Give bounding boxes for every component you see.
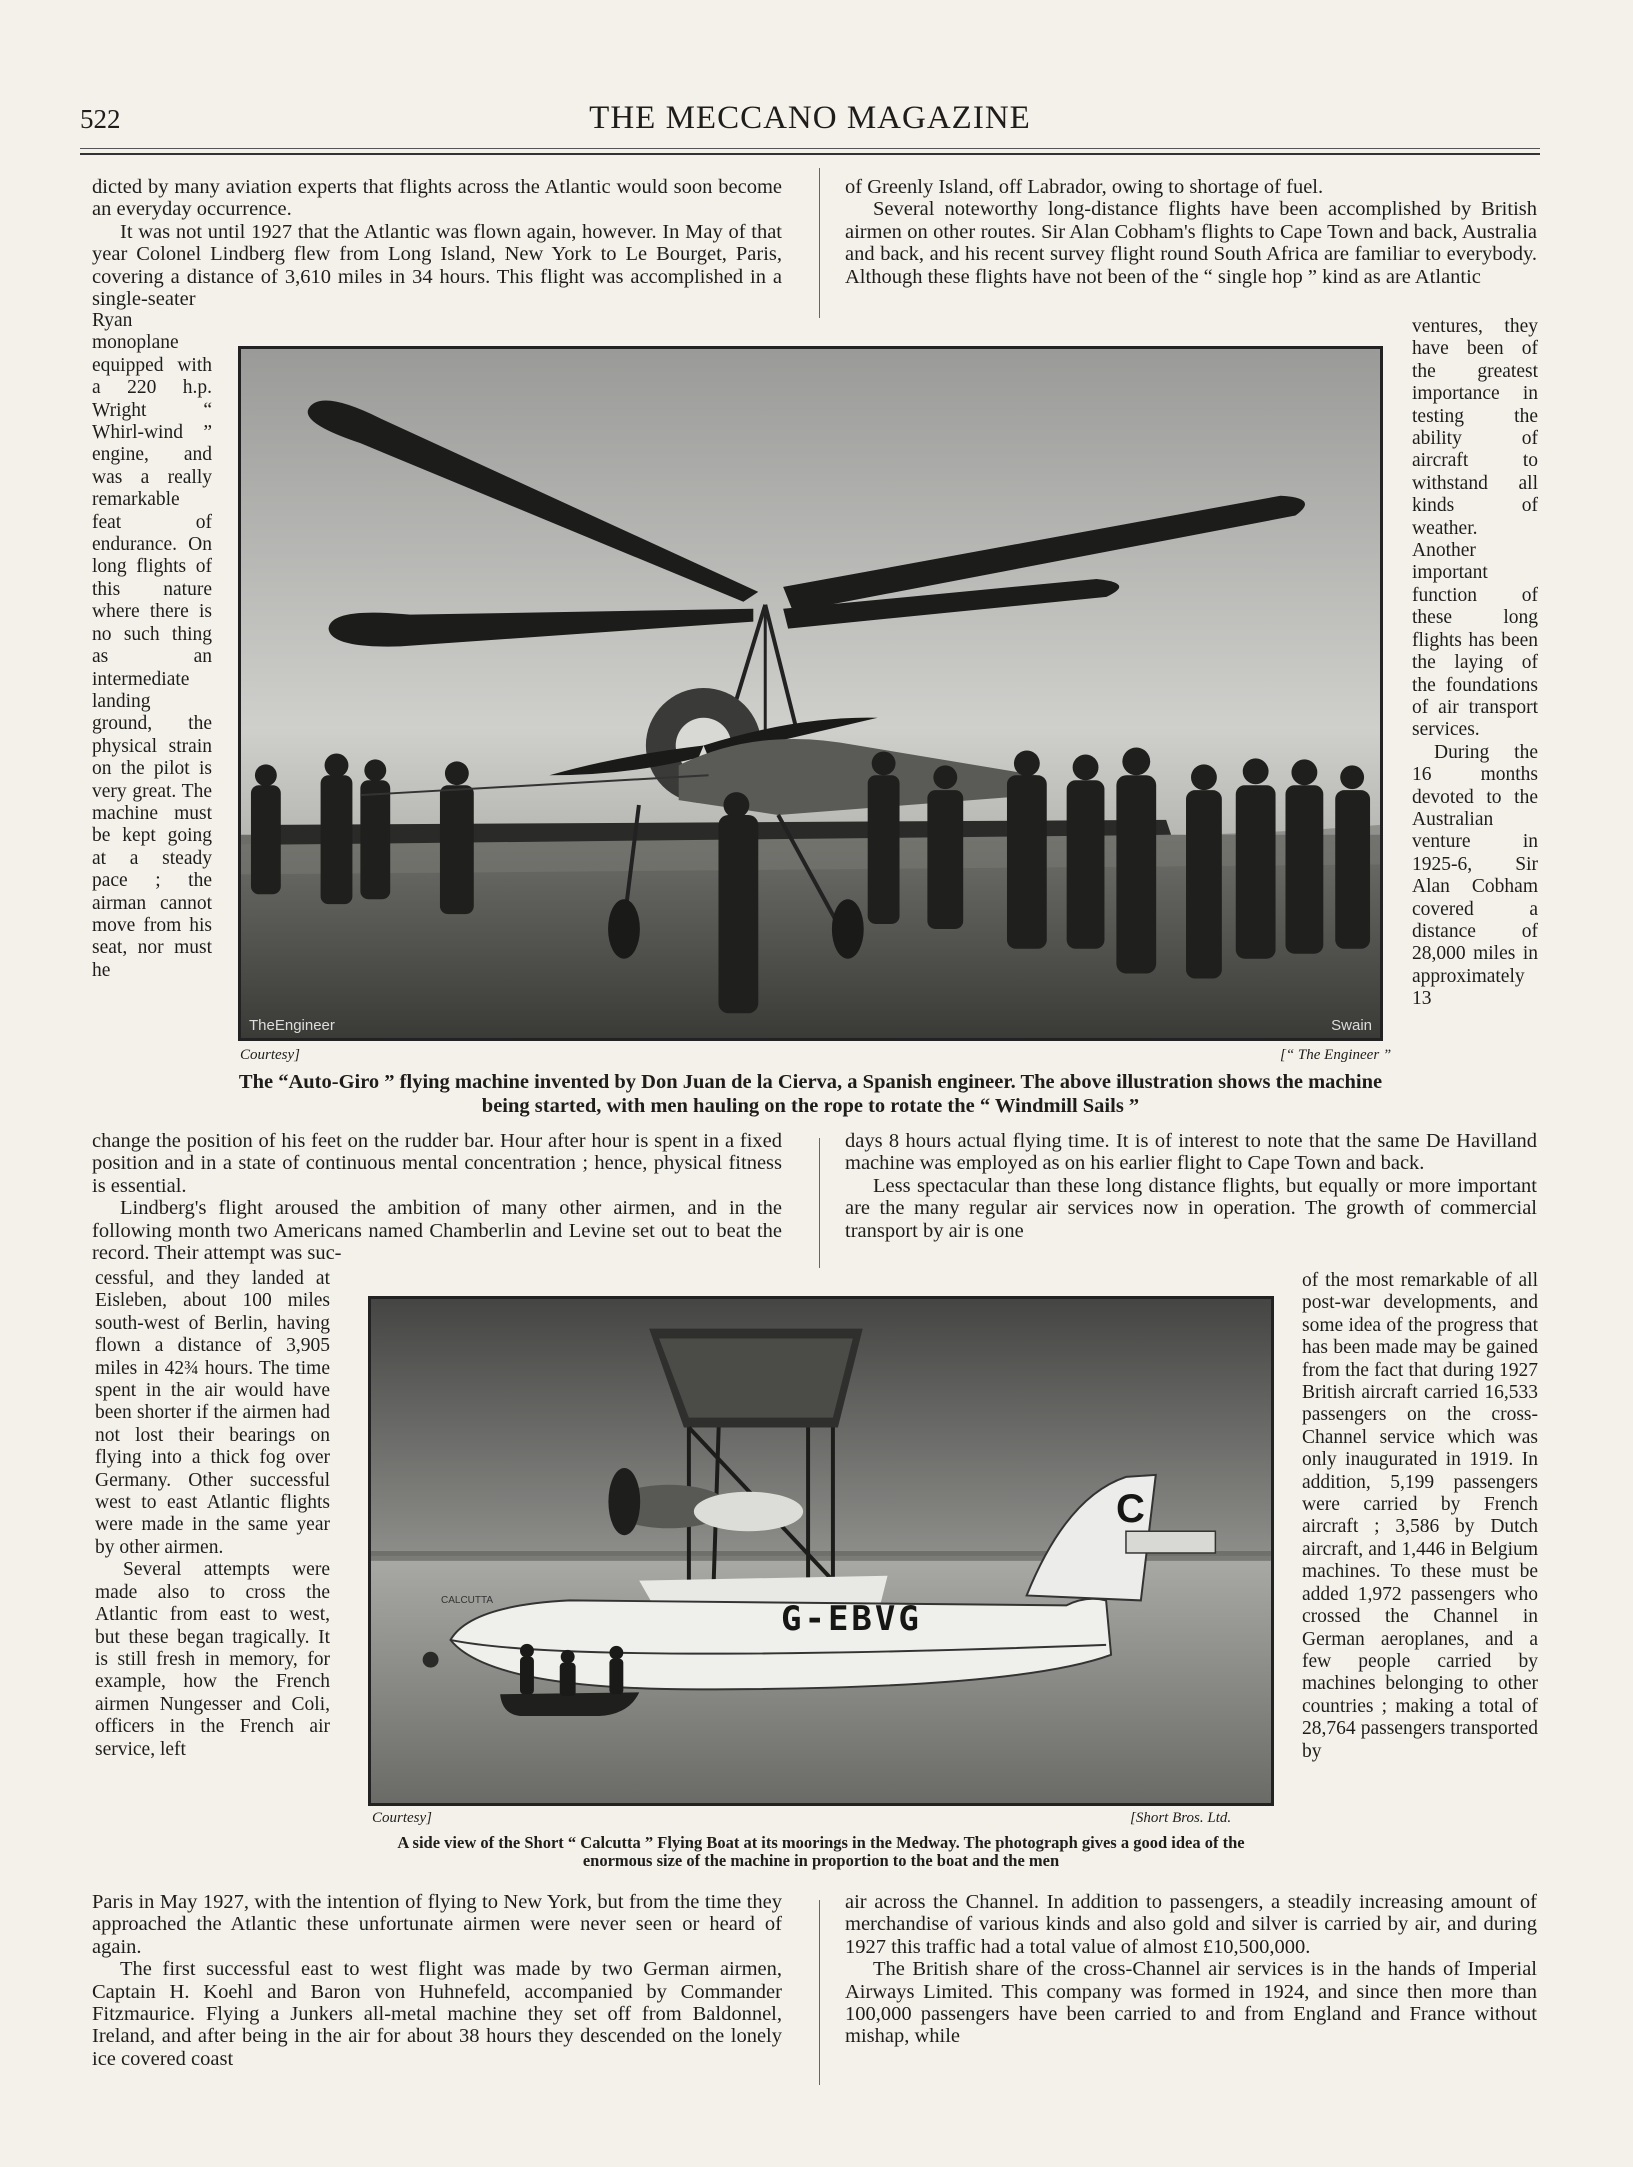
paragraph: cessful, and they landed at Eisleben, about 100 miles south-west of Berlin, having flown a distance of 3,905 miles in 42¾ hours. The time spent in the air would have been shorter if the airmen had not lost their bearings on flying into a thick fog over Germany. Other successful west to east Atlantic flights were made in the same year by other airmen. — [95, 1268, 330, 1558]
text-block-middle-right — [845, 1130, 1537, 1242]
magazine-title: THE MECCANO MAGAZINE — [589, 100, 1031, 136]
paragraph: days 8 hours actual flying time. It is of interest to note that the same De Havilland machine was employed as on his earlier flight to Cape Town and back. — [845, 1130, 1537, 1175]
paragraph: Ryan monoplane equipped with a 220 h.p. Wright “ Whirl-wind ” engine, and was a really remarkable feat of endurance. On long flights of this nature where there is no such thing as an intermediate landing ground, the physical strain on the pilot is very great. The machine must be kept going at a steady pace ; the airman cannot move from his seat, nor must he — [92, 310, 212, 981]
photo-credit-left: Courtesy] — [372, 1810, 432, 1826]
paragraph: It was not until 1927 that the Atlantic was flown again, however. In May of that year Colonel Lindberg flew from Long Island, New York to Le Bourget, Paris, covering a distance of 3,610 miles in 34 hours. This flight was accomplished in a single-seater — [92, 220, 782, 311]
column-divider — [819, 1138, 820, 1268]
paragraph: Several noteworthy long-distance flights have been accomplished by British airmen on other routes. Sir Alan Cobham's flights to Cape Town and back, Australia and back, and his recent survey flight round South Africa are familiar to everybody. Although these flights have not been of the “ single hop ” kind as are Atlantic — [845, 198, 1537, 288]
photo-watermark-right: Swain — [1331, 1017, 1372, 1034]
header-rule-thick — [80, 153, 1540, 155]
photo-credit-right: [“ The Engineer ” — [1280, 1047, 1392, 1063]
paragraph: Less spectacular than these long distance flights, but equally or more important are the many regular air services now in operation. The growth of commercial transport by air is one — [845, 1174, 1537, 1242]
auto-giro-illustration — [241, 349, 1380, 1038]
text-block-bottom-left — [92, 1891, 782, 2070]
text-column-left-narrow-2 — [95, 1268, 330, 1761]
column-divider — [819, 168, 820, 318]
page-header — [80, 96, 1540, 144]
flying-boat-photo — [368, 1296, 1274, 1806]
page-number: 522 — [80, 104, 121, 134]
aircraft-registration: G-EBVG — [781, 1599, 922, 1639]
paragraph: air across the Channel. In addition to passengers, a steadily increasing amount of merchandise of various kinds and also gold and silver is carried by air, and during 1927 this traffic had a total value of almost £10,500,000. — [845, 1891, 1537, 1958]
photo-credit-left: Courtesy] — [240, 1047, 300, 1063]
paragraph: change the position of his feet on the rudder bar. Hour after hour is spent in a fixed position and in a state of continuous mental concentration ; hence, physical fitness is essential. — [92, 1130, 782, 1197]
header-rule — [80, 148, 1540, 149]
hull-name-label: CALCUTTA — [441, 1595, 494, 1606]
paragraph: The British share of the cross-Channel air services is in the hands of Imperial Airways Limited. This company was formed in 1924, and since then more than 100,000 passengers have been carried to and from England and France without mishap, while — [845, 1958, 1537, 2048]
paragraph: Lindberg's flight aroused the ambition of many other airmen, and in the following month two Americans named Chamberlin and Levine set out to beat the record. Their attempt was suc- — [92, 1197, 782, 1265]
text-block-middle-left — [92, 1130, 782, 1264]
photo-caption: The “Auto-Giro ” flying machine invented by Don Juan de la Cierva, a Spanish engineer. The above illustration shows the machine being started, with men hauling on the rope to rotate the “ Windmill Sails ” — [238, 1071, 1383, 1117]
photo-credit-right: [Short Bros. Ltd. — [1130, 1810, 1232, 1826]
text-block-top-left — [92, 176, 782, 310]
auto-giro-photo — [238, 346, 1383, 1041]
paragraph: dicted by many aviation experts that flights across the Atlantic would soon become an everyday occurrence. — [92, 176, 782, 221]
photo-caption: A side view of the Short “ Calcutta ” Flying Boat at its moorings in the Medway. The photograph gives a good idea of the enormous size of the machine in proportion to the boat and the men — [397, 1833, 1245, 1870]
flying-boat-illustration — [371, 1299, 1271, 1803]
text-column-left-narrow-1 — [92, 310, 212, 982]
text-column-right-narrow-2 — [1302, 1270, 1538, 1763]
paragraph: of the most remarkable of all post-war developments, and some idea of the progress that has been made may be gained from the fact that during 1927 British aircraft carried 16,533 passengers on the cross-Channel service which was only inaugurated in 1919. In addition, 5,199 passengers were carried by French aircraft ; 3,586 by Dutch aircraft, and 1,446 in Belgium machines. To these must be added 1,972 passengers who crossed the Channel in German aeroplanes, and a few people carried by machines belonging to other countries ; making a total of 28,764 passengers transported by — [1302, 1270, 1538, 1762]
paragraph: The first successful east to west flight was made by two German airmen, Captain H. Koehl and Baron von Huhnefeld, accompanied by Commander Fitzmaurice. Flying a Junkers all-metal machine they set off from Baldonnel, Ireland, and after being in the air for about 38 hours they descended on the lonely ice covered coast — [92, 1958, 782, 2070]
text-column-right-narrow-1 — [1412, 316, 1538, 1011]
photo-watermark-left: TheEngineer — [249, 1017, 335, 1034]
paragraph: Paris in May 1927, with the intention of flying to New York, but from the time they approached the Atlantic these unfortunate airmen were never seen or heard of again. — [92, 1891, 782, 1958]
paragraph: Several attempts were made also to cross the Atlantic from east to west, but these began tragically. It is still fresh in memory, for example, how the French airmen Nungesser and Coli, officers in the French air service, left — [95, 1559, 330, 1760]
paragraph: of Greenly Island, off Labrador, owing to shortage of fuel. — [845, 176, 1324, 198]
text-block-bottom-right — [845, 1891, 1537, 2048]
paragraph: ventures, they have been of the greatest importance in testing the ability of aircraft to withstand all kinds of weather. Another important function of these long flights has been the laying of the foundations of air transport services. — [1412, 316, 1538, 741]
tail-letter: C — [1116, 1487, 1145, 1531]
paragraph: During the 16 months devoted to the Australian venture in 1925-6, Sir Alan Cobham covered a distance of 28,000 miles in approximately 13 — [1412, 741, 1538, 1010]
text-block-top-right — [845, 176, 1537, 288]
column-divider — [819, 1900, 820, 2085]
